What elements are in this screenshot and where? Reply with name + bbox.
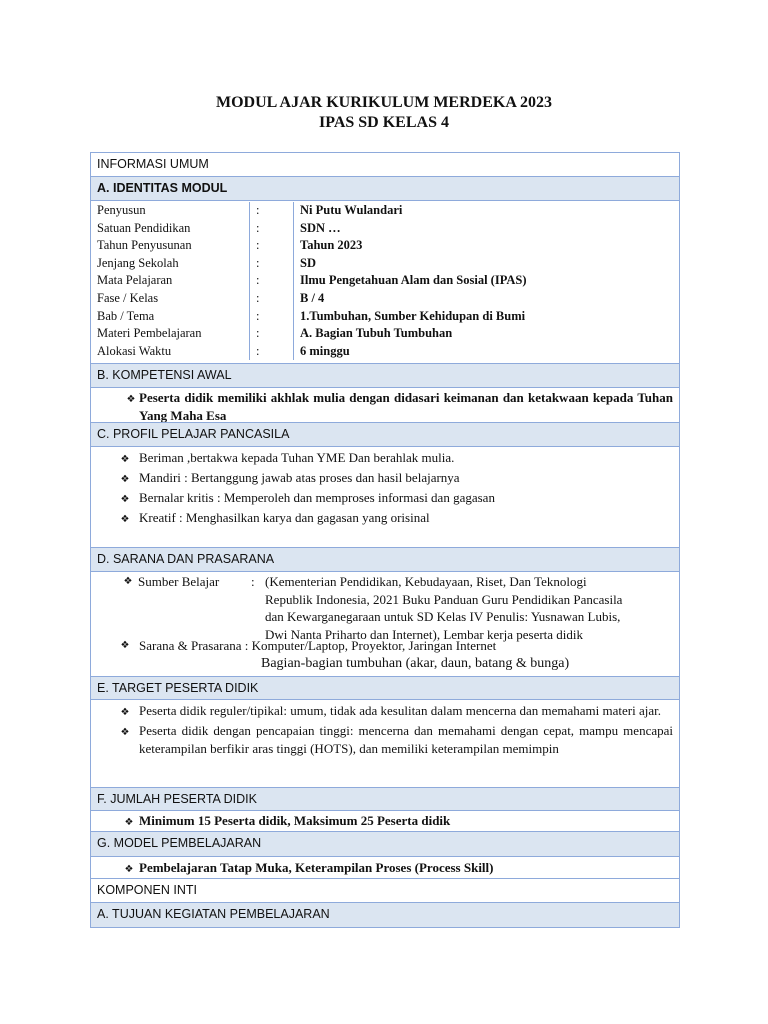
- section-target-peserta: [91, 676, 679, 699]
- sarana-text: Sarana & Prasarana : Komputer/Laptop, Proyektor, Jaringan Internet: [139, 638, 497, 653]
- sep-penyusun: :: [256, 203, 260, 217]
- model-pembelajaran-body: [91, 856, 679, 878]
- label-mata-pelajaran: Mata Pelajaran: [97, 273, 173, 288]
- bullet-diamond-icon: ❖: [120, 474, 130, 485]
- bullet-diamond-icon: ❖: [120, 707, 130, 718]
- sumber-belajar-separator: :: [251, 574, 255, 589]
- value-bab-tema: 1.Tumbuhan, Sumber Kehidupan di Bumi: [300, 308, 526, 323]
- label-materi-pembelajaran: Materi Pembelajaran: [97, 326, 202, 341]
- label-satuan-pendidikan: Satuan Pendidikan: [97, 220, 191, 235]
- model-item: [121, 859, 673, 878]
- bullet-diamond-icon: ❖: [120, 727, 130, 738]
- identity-grid: [91, 200, 679, 363]
- sep-satuan-pendidikan: :: [256, 220, 260, 235]
- profil-pancasila-body: [91, 446, 679, 547]
- section-profil-pancasila: [91, 422, 679, 446]
- bullet-diamond-icon: ❖: [120, 454, 130, 465]
- label-penyusun: Penyusun: [97, 203, 146, 217]
- target-item-1: [117, 702, 673, 722]
- profil-item-3: [117, 489, 673, 509]
- identity-values: [294, 202, 679, 360]
- sep-fase-kelas: :: [256, 290, 260, 305]
- document-subtitle: IPAS SD KELAS 4: [319, 114, 449, 131]
- sep-jenjang-sekolah: :: [256, 255, 260, 270]
- tujuan-kegiatan-heading: A. TUJUAN KEGIATAN PEMBELAJARAN: [97, 907, 330, 921]
- section-identitas-modul: [91, 176, 679, 200]
- label-alokasi-waktu: Alokasi Waktu: [97, 343, 172, 358]
- section-jumlah-peserta: [91, 787, 679, 810]
- profil-text-1: Beriman ,bertakwa kepada Tuhan YME Dan berahlak mulia.: [139, 450, 455, 465]
- jumlah-peserta-heading: F. JUMLAH PESERTA DIDIK: [97, 792, 257, 806]
- value-mata-pelajaran: Ilmu Pengetahuan Alam dan Sosial (IPAS): [300, 273, 527, 288]
- sumber-line-2: Republik Indonesia, 2021 Buku Panduan Guru Pendidikan Pancasila: [265, 591, 623, 607]
- target-peserta-heading: E. TARGET PESERTA DIDIK: [97, 681, 259, 695]
- informasi-umum-label: INFORMASI UMUM: [97, 157, 209, 171]
- profil-item-1: [117, 449, 673, 469]
- section-sarana-prasarana: [91, 547, 679, 571]
- jumlah-peserta-body: [91, 810, 679, 831]
- kompetensi-awal-heading: B. KOMPETENSI AWAL: [97, 368, 232, 382]
- label-bab-tema: Bab / Tema: [97, 308, 155, 323]
- sarana-prasarana-body: [91, 571, 679, 676]
- bullet-diamond-icon: ❖: [126, 394, 136, 405]
- sarana-extra-text: Bagian-bagian tumbuhan (akar, daun, batang & bunga): [261, 656, 570, 671]
- identitas-modul-heading: A. IDENTITAS MODUL: [97, 181, 228, 195]
- sarana-prasarana-heading: D. SARANA DAN PRASARANA: [97, 552, 275, 566]
- section-kompetensi-awal: [91, 363, 679, 387]
- sumber-line-4: Dwi Nanta Priharto dan Internet), Lembar kerja peserta didik: [265, 626, 584, 642]
- sumber-belajar-label: Sumber Belajar: [138, 574, 220, 589]
- sarana-row: [117, 637, 496, 655]
- section-informasi-umum: [91, 153, 679, 176]
- jumlah-item: [121, 812, 673, 831]
- model-text: Pembelajaran Tatap Muka, Keterampilan Proses (Process Skill): [139, 860, 494, 875]
- target-text-2: Peserta didik dengan pencapaian tinggi: mencerna dan memahami dengan cepat, mampu mencapai keterampilan berfikir aras tinggi (HOTS), dan memiliki keterampilan memimpin: [139, 723, 673, 756]
- label-tahun-penyusunan: Tahun Penyusunan: [97, 238, 192, 253]
- profil-text-4: Kreatif : Menghasilkan karya dan gagasan yang orisinal: [139, 510, 430, 525]
- model-pembelajaran-heading: G. MODEL PEMBELAJARAN: [97, 836, 262, 850]
- identity-separators: [250, 202, 294, 360]
- sep-alokasi-waktu: :: [256, 343, 260, 358]
- profil-text-3: Bernalar kritis : Memperoleh dan memproses informasi dan gagasan: [139, 490, 495, 505]
- value-satuan-pendidikan: SDN …: [300, 220, 341, 235]
- sep-tahun-penyusunan: :: [256, 238, 260, 253]
- module-table: [90, 152, 680, 928]
- bullet-diamond-icon: ❖: [120, 640, 130, 651]
- bullet-diamond-icon: ❖: [124, 864, 134, 875]
- profil-pancasila-heading: C. PROFIL PELAJAR PANCASILA: [97, 427, 290, 441]
- kompetensi-awal-body: [91, 387, 679, 422]
- target-text-1: Peserta didik reguler/tipikal: umum, tidak ada kesulitan dalam mencerna dan memahami materi ajar.: [139, 703, 661, 718]
- value-tahun-penyusunan: Tahun 2023: [300, 238, 363, 253]
- section-model-pembelajaran: [91, 831, 679, 856]
- sumber-line-1: (Kementerian Pendidikan, Kebudayaan, Riset, Dan Teknologi: [265, 574, 587, 589]
- label-jenjang-sekolah: Jenjang Sekolah: [97, 255, 179, 270]
- bullet-diamond-icon: ❖: [120, 514, 130, 525]
- target-item-2: [117, 722, 673, 758]
- target-peserta-body: [91, 699, 679, 787]
- value-alokasi-waktu: 6 minggu: [300, 343, 350, 358]
- kompetensi-item: [123, 389, 673, 422]
- bullet-diamond-icon: ❖: [120, 494, 130, 505]
- sep-mata-pelajaran: :: [256, 273, 260, 288]
- bullet-diamond-icon: ❖: [123, 576, 133, 587]
- profil-item-4: [117, 509, 673, 529]
- kompetensi-text: Peserta didik memiliki akhlak mulia dengan didasari keimanan dan ketakwaan kepada Tuhan Yang Maha Esa: [139, 390, 673, 422]
- profil-text-2: Mandiri : Bertanggung jawab atas proses dan hasil belajarnya: [139, 470, 460, 485]
- sumber-belajar-text: [265, 573, 622, 643]
- value-fase-kelas: B / 4: [300, 290, 325, 305]
- value-penyusun: Ni Putu Wulandari: [300, 203, 403, 217]
- sumber-line-3: dan Kewarganegaraan untuk SD Kelas IV Penulis: Yusnawan Lubis,: [265, 609, 621, 624]
- bullet-diamond-icon: ❖: [124, 817, 134, 828]
- jumlah-text: Minimum 15 Peserta didik, Maksimum 25 Peserta didik: [139, 813, 451, 828]
- value-jenjang-sekolah: SD: [300, 255, 316, 270]
- identity-rows: [91, 201, 679, 360]
- section-tujuan-kegiatan: [91, 902, 679, 927]
- document-title: MODUL AJAR KURIKULUM MERDEKA 2023: [215, 94, 552, 111]
- section-komponen-inti: [91, 878, 679, 902]
- profil-item-2: [117, 469, 673, 489]
- sep-materi-pembelajaran: :: [256, 326, 260, 341]
- value-materi-pembelajaran: A. Bagian Tubuh Tumbuhan: [300, 326, 453, 341]
- identity-labels: [91, 202, 250, 360]
- komponen-inti-label: KOMPONEN INTI: [97, 883, 198, 897]
- sumber-belajar-label-row: [121, 573, 219, 591]
- sep-bab-tema: :: [256, 308, 260, 323]
- label-fase-kelas: Fase / Kelas: [97, 290, 159, 305]
